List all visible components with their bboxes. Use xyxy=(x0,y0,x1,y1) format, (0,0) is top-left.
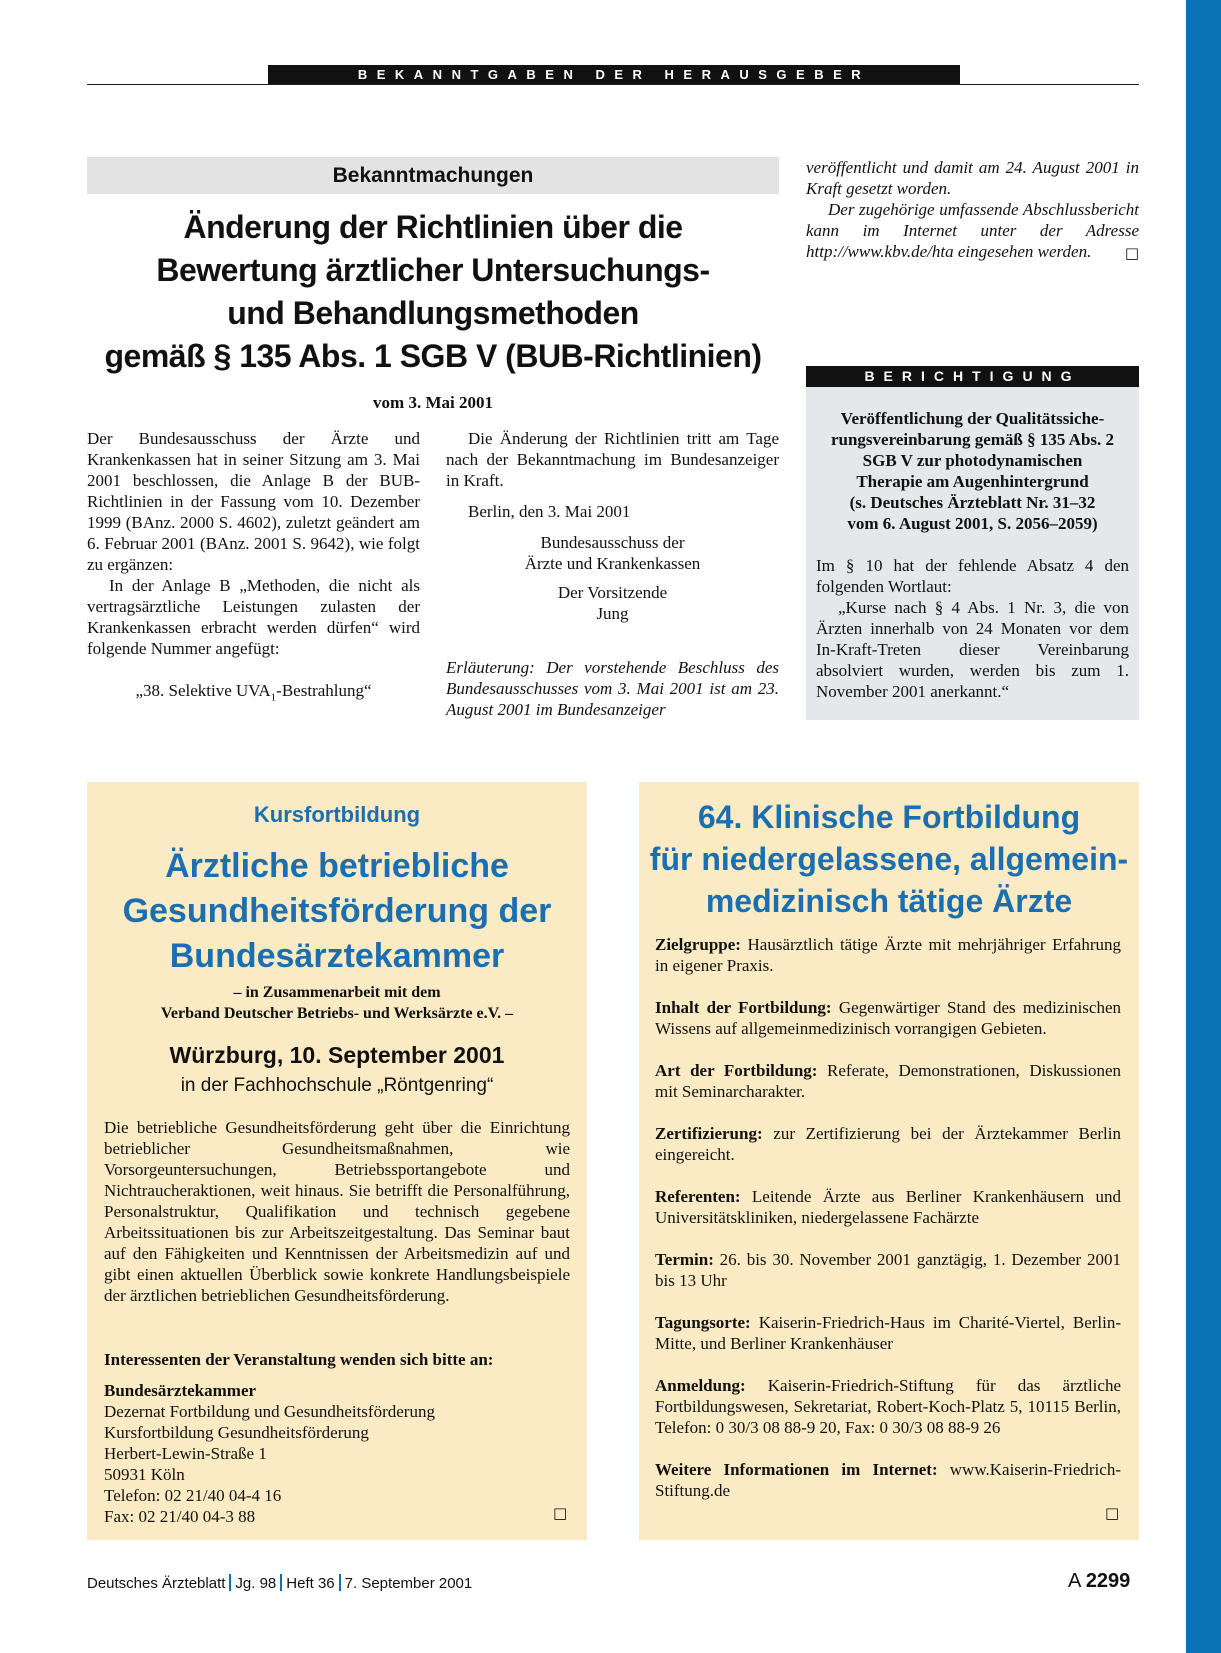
course-place-date: Würzburg, 10. September 2001 xyxy=(169,1042,505,1068)
detail-label: Referenten: xyxy=(655,1187,741,1206)
clinical-title-line: 64. Klinische Fortbildung xyxy=(697,799,1081,835)
correction-title-line: Veröffentlichung der Qualitätssiche- xyxy=(840,409,1105,428)
paragraph: „Kurse nach § 4 Abs. 1 Nr. 3, die von Ärzten innerhalb von 24 Monaten vor dem In-Kraft-Treten dieser Vereinbarung absolviert wurden, werden bis zum 1. November 2001 anerkannt.“ xyxy=(816,598,1129,701)
journal-name: Deutsches Ärzteblatt xyxy=(87,1575,226,1592)
article-column-1 xyxy=(87,428,420,708)
item-text: -Bestrahlung“ xyxy=(276,681,372,700)
section-banner: BEKANNTGABEN DER HERAUSGEBER xyxy=(268,65,960,84)
correction-title-line: (s. Deutsches Ärzteblatt Nr. 31–32 xyxy=(849,493,1096,512)
detail-text: Leitende Ärzte aus Berliner Krankenhäusern und Universitätskliniken, niedergelassene Fachärzte xyxy=(655,1187,1121,1227)
detail-label: Inhalt der Fortbildung: xyxy=(655,998,832,1017)
course-contact-intro: Interessenten der Veranstaltung wenden sich bitte an: xyxy=(104,1350,494,1369)
clinical-course-title xyxy=(639,796,1139,922)
detail-item xyxy=(655,1186,1121,1228)
paragraph: Der zugehörige umfassende Abschlussbericht kann im Internet unter der Adresse http://www.kbv.de/hta eingesehen werden. xyxy=(806,200,1139,261)
paragraph: In der Anlage B „Methoden, die nicht als vertragsärztliche Leistungen zulasten der Krankenkassen erbracht werden dürfen“ wird folgende Nummer angefügt: xyxy=(87,576,420,658)
item-subscript: 1 xyxy=(270,691,277,704)
article-column-2 xyxy=(446,428,779,720)
detail-label: Anmeldung: xyxy=(655,1376,746,1395)
detail-item xyxy=(655,934,1121,976)
footer-citation xyxy=(87,1574,472,1592)
course-title-line: Gesundheitsförderung der xyxy=(122,892,552,930)
volume: Jg. 98 xyxy=(235,1575,277,1592)
signature-line: Ärzte und Krankenkassen xyxy=(524,554,701,573)
explanation-note: Erläuterung: Der vorstehende Beschluss des Bundesausschusses vom 3. Mai 2001 ist am 23. August 2001 im Bundesanzeiger xyxy=(446,658,779,719)
course-title-line: Ärztliche betriebliche xyxy=(165,847,509,885)
paragraph: Der Bundesausschuss der Ärzte und Krankenkassen hat in seiner Sitzung am 3. Mai 2001 beschlossen, die Anlage B der BUB-Richtlinien in der Fassung vom 10. Dezember 1999 (BAnz. 2000 S. 4602), zuletzt geändert am 6. Februar 2001 (BAnz. 2001 S. 9642), wie folgt zu ergänzen: xyxy=(87,429,420,574)
signature-line: Jung xyxy=(596,604,629,623)
paragraph: veröffentlicht und damit am 24. August 2001 in Kraft gesetzt worden. xyxy=(806,158,1139,198)
header-rule xyxy=(87,84,1139,85)
detail-item xyxy=(655,1459,1121,1501)
detail-item xyxy=(655,1249,1121,1291)
detail-label: Tagungsorte: xyxy=(655,1313,751,1332)
page-number-value: 2299 xyxy=(1085,1570,1131,1592)
detail-label: Weitere Informationen im Internet: xyxy=(655,1460,938,1479)
detail-item xyxy=(655,1312,1121,1354)
detail-item xyxy=(655,1060,1121,1102)
detail-text: Referate, Demonstrationen, Diskussionen mit Seminarcharakter. xyxy=(655,1061,1122,1101)
signature-line: Der Vorsitzende xyxy=(557,583,668,602)
clinical-title-line: für niedergelassene, allgemein- xyxy=(649,841,1129,877)
contact-line: Kursfortbildung Gesundheitsförderung xyxy=(104,1423,369,1442)
course-box xyxy=(87,782,587,1540)
page-number xyxy=(1068,1570,1130,1593)
detail-label: Termin: xyxy=(655,1250,714,1269)
article-title-line: Bewertung ärztlicher Untersuchungs- xyxy=(156,252,710,288)
footer-separator xyxy=(339,1574,341,1591)
footer-separator xyxy=(280,1574,282,1591)
correction-body xyxy=(816,555,1129,702)
issue-date: 7. September 2001 xyxy=(344,1575,473,1592)
end-mark-box: □ xyxy=(1105,1504,1120,1522)
clinical-course-details xyxy=(655,934,1121,1501)
correction-label: BERICHTIGUNG xyxy=(806,366,1139,387)
end-mark-box: □ xyxy=(553,1504,568,1522)
detail-text: Gegenwärtiger Stand des medizinischen Wissens auf allgemeinmedizinisch vorrangigen Gebieten. xyxy=(655,998,1122,1038)
detail-item xyxy=(655,1123,1121,1165)
place-date: Berlin, den 3. Mai 2001 xyxy=(468,502,631,521)
course-venue: in der Fachhochschule „Röntgenring“ xyxy=(180,1075,494,1096)
detail-label: Zielgruppe: xyxy=(655,935,741,954)
course-subtitle xyxy=(87,982,587,1024)
detail-item xyxy=(655,1375,1121,1438)
correction-box xyxy=(806,387,1139,720)
course-kicker: Kursfortbildung xyxy=(253,802,421,827)
correction-title-line: rungsvereinbarung gemäß § 135 Abs. 2 xyxy=(830,430,1115,449)
detail-text: Kaiserin-Friedrich-Haus im Charité-Viertel, Berlin-Mitte, und Berliner Krankenhäuser xyxy=(655,1313,1122,1353)
contact-line: Fax: 02 21/40 04-3 88 xyxy=(104,1507,256,1526)
correction-title-line: SGB V zur photodynamischen xyxy=(862,451,1083,470)
page-prefix: A xyxy=(1068,1570,1081,1592)
clinical-title-line: medizinisch tätige Ärzte xyxy=(705,883,1073,919)
contact-line: Telefon: 02 21/40 04-4 16 xyxy=(104,1486,282,1505)
detail-item xyxy=(655,997,1121,1039)
article-title-line: Änderung der Richtlinien über die xyxy=(183,209,683,245)
article-title-line: und Behandlungsmethoden xyxy=(227,295,639,331)
contact-line: Dezernat Fortbildung und Gesundheitsförderung xyxy=(104,1402,435,1421)
article-title xyxy=(87,206,779,378)
course-title-line: Bundesärztekammer xyxy=(169,937,505,975)
correction-title-line: vom 6. August 2001, S. 2056–2059) xyxy=(847,514,1098,533)
contact-line: 50931 Köln xyxy=(104,1465,185,1484)
article-title-line: gemäß § 135 Abs. 1 SGB V (BUB-Richtlinien) xyxy=(104,338,762,374)
list-item xyxy=(87,680,420,708)
detail-text: Hausärztlich tätige Ärzte mit mehrjähriger Erfahrung in eigener Praxis. xyxy=(655,935,1121,975)
side-color-bar xyxy=(1186,0,1221,1653)
signature-line: Bundesausschuss der xyxy=(540,533,685,552)
course-description: Die betriebliche Gesundheitsförderung geht über die Einrichtung betrieblicher Gesundheitsmaßnahmen, wie Vorsorgeuntersuchungen, Betriebssportangebote und Nichtraucheraktionen, weit hinaus. Sie betrifft die Personalführung, Personalstruktur, Qualifikation und technisch gegebene Arbeitssituationen bis zur Arbeitszeitgestaltung. Das Seminar baut auf den Fähigkeiten und Kenntnissen der Arbeitsmedizin auf und gibt einen aktuellen Überblick sowie konkrete Handlungsbeispiele der ärztlichen betrieblichen Gesundheitsförderung. xyxy=(104,1118,570,1305)
contact-line: Herbert-Lewin-Straße 1 xyxy=(104,1444,267,1463)
detail-text: 26. bis 30. November 2001 ganztägig, 1. Dezember 2001 bis 13 Uhr xyxy=(655,1250,1121,1290)
paragraph: Die Änderung der Richtlinien tritt am Tage nach der Bekanntmachung im Bundesanzeiger in Kraft. xyxy=(446,429,779,490)
contact-organization: Bundesärztekammer xyxy=(104,1381,257,1400)
detail-link[interactable]: www.Kaiserin-Friedrich-Stiftung.de xyxy=(655,1460,1121,1500)
detail-label: Zertifizierung: xyxy=(655,1124,763,1143)
clinical-course-box xyxy=(639,782,1139,1540)
article-column-3 xyxy=(806,157,1139,264)
course-contact xyxy=(104,1380,570,1527)
issue: Heft 36 xyxy=(286,1575,335,1592)
course-subtitle-line: Verband Deutscher Betriebs- und Werksärzte e.V. – xyxy=(160,1005,514,1022)
footer-separator xyxy=(229,1574,231,1591)
correction-title xyxy=(816,408,1129,534)
course-subtitle-line: – in Zusammenarbeit mit dem xyxy=(233,984,441,1001)
detail-text: zur Zertifizierung bei der Ärztekammer Berlin eingereicht. xyxy=(655,1124,1121,1164)
item-text: „38. Selektive UVA xyxy=(135,681,271,700)
paragraph: Im § 10 hat der fehlende Absatz 4 den folgenden Wortlaut: xyxy=(816,556,1129,596)
article-date: vom 3. Mai 2001 xyxy=(373,393,493,412)
end-mark-box: □ xyxy=(1124,244,1139,262)
correction-title-line: Therapie am Augenhintergrund xyxy=(856,472,1089,491)
detail-text: Kaiserin-Friedrich-Stiftung für das ärztliche Fortbildungswesen, Sekretariat, Robert-Koch-Platz 5, 10115 Berlin, Telefon: 0 30/3 08 88-9 20, Fax: 0 30/3 08 88-9 26 xyxy=(655,1376,1121,1437)
detail-label: Art der Fortbildung: xyxy=(655,1061,818,1080)
article-kicker: Bekanntmachungen xyxy=(87,157,779,194)
course-title xyxy=(87,844,587,979)
